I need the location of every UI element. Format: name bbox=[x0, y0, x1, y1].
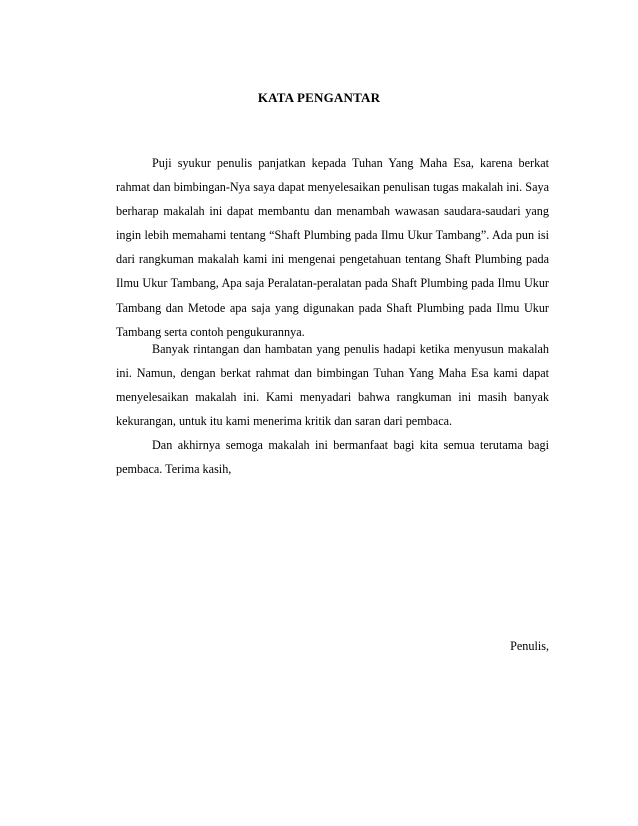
paragraph-text: Dan akhirnya semoga makalah ini bermanfaat bagi kita semua terutama bagi pembaca. Terima kasih, bbox=[116, 438, 549, 477]
paragraph-2 bbox=[116, 337, 549, 433]
paragraph-1 bbox=[116, 151, 549, 344]
paragraph-3 bbox=[116, 433, 549, 481]
signature: Penulis, bbox=[510, 639, 549, 653]
paragraph-text: Puji syukur penulis panjatkan kepada Tuhan Yang Maha Esa, karena berkat rahmat dan bimbingan-Nya saya dapat menyelesaikan penulisan tugas makalah ini. Saya berharap makalah ini dapat membantu dan menambah wawasan saudara-saudari yang ingin lebih memahami tentang “Shaft Plumbing pada Ilmu Ukur Tambang”. Ada pun isi dari rangkuman makalah kami ini mengenai pengetahuan tentang Shaft Plumbing pada Ilmu Ukur Tambang, Apa saja Peralatan-peralatan pada Shaft Plumbing pada Ilmu Ukur Tambang dan Metode apa saja yang digunakan pada Shaft Plumbing pada Ilmu Ukur Tambang serta contoh pengukurannya. bbox=[116, 156, 549, 339]
paragraph-text: Banyak rintangan dan hambatan yang penulis hadapi ketika menyusun makalah ini. Namun, dengan berkat rahmat dan bimbingan Tuhan Yang Maha Esa kami dapat menyelesaikan makalah ini. Kami menyadari bahwa rangkuman ini masih banyak kekurangan, untuk itu kami menerima kritik dan saran dari pembaca. bbox=[116, 342, 549, 429]
page-title: KATA PENGANTAR bbox=[257, 90, 381, 105]
